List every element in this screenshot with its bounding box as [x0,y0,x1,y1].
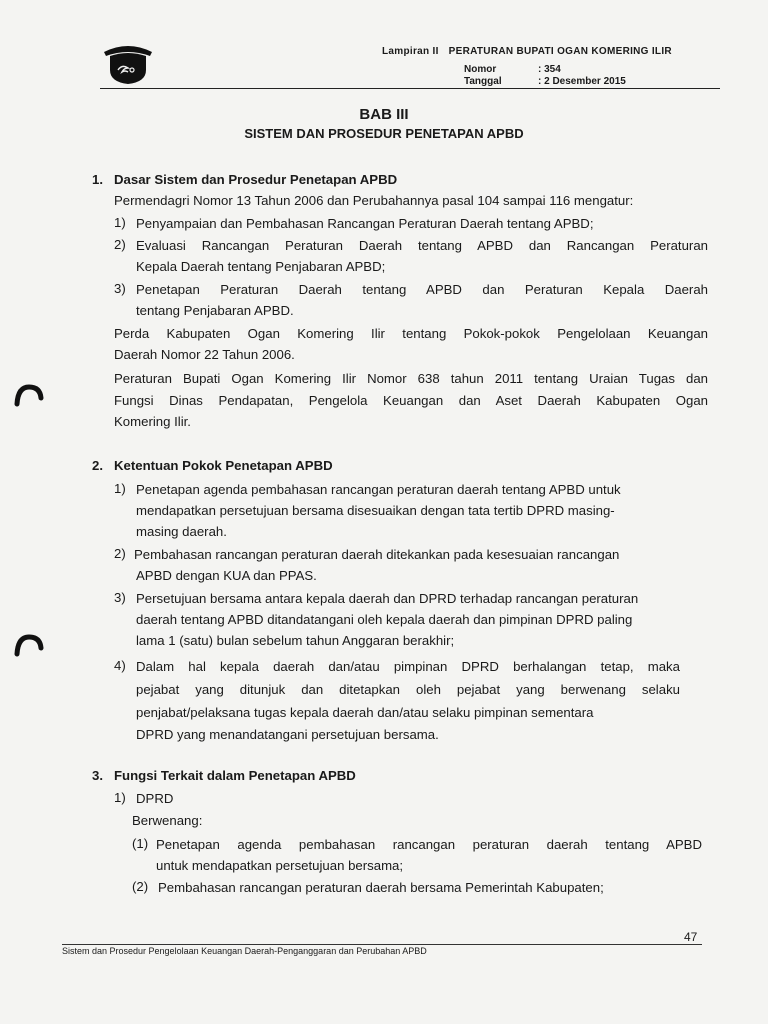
section2-item3-line3: lama 1 (satu) bulan sebelum tahun Anggaran berakhir; [136,633,455,648]
binder-hole-mark-lower [14,634,44,658]
section2-item2-line2: APBD dengan KUA dan PPAS. [136,568,317,583]
section2-item4-line4: DPRD yang menandatangani persetujuan bersama. [136,727,439,742]
nomor-label: Nomor [464,64,497,75]
section3-berwenang: Berwenang: [132,813,203,828]
header-divider [100,88,720,89]
section2-item3-number: 3) [114,590,126,605]
section1-perbup-line1: Peraturan Bupati Ogan Komering Ilir Nomor 638 tahun 2011 tentang Uraian Tugas dan [114,371,708,386]
section2-item4-number: 4) [114,658,126,673]
chapter-title: BAB III [359,106,409,123]
tanggal-value: : 2 Desember 2015 [538,76,626,87]
section1-number: 1. [92,172,103,187]
section2-item4-line2: pejabat yang ditunjuk dan ditetapkan oleh pejabat yang berwenang selaku [136,682,680,697]
section1-perbup-line3: Komering Ilir. [114,414,191,429]
section2-heading: Ketentuan Pokok Penetapan APBD [114,458,333,473]
section1-intro: Permendagri Nomor 13 Tahun 2006 dan Perubahannya pasal 104 sampai 116 mengatur: [114,193,634,208]
footer-divider [62,944,702,945]
header-tanggal [464,76,626,87]
section1-perda-line1: Perda Kabupaten Ogan Komering Ilir tentang Pokok-pokok Pengelolaan Keuangan [114,326,708,341]
regulation-title: PERATURAN BUPATI OGAN KOMERING ILIR [448,46,672,57]
section1-item2-line2: Kepala Daerah tentang Penjabaran APBD; [136,259,386,274]
section3-item2-number: (2) [132,879,149,894]
section2-item1-line3: masing daerah. [136,524,227,539]
section2-number: 2. [92,458,103,473]
section2-item1-line2: mendapatkan persetujuan bersama disesuaikan dengan tata tertib DPRD masing- [136,503,615,518]
regency-emblem-logo [100,42,156,86]
section1-item3-line1: Penetapan Peraturan Daerah tentang APBD dan Peraturan Kepala Daerah [136,282,708,297]
section2-item4-line1: Dalam hal kepala daerah dan/atau pimpinan DPRD berhalangan tetap, maka [136,659,680,674]
section3-heading: Fungsi Terkait dalam Penetapan APBD [114,768,356,783]
section1-item2-number: 2) [114,237,126,252]
binder-hole-mark-upper [14,384,44,408]
section1-item3-number: 3) [114,281,126,296]
section1-item3-line2: tentang Penjabaran APBD. [136,303,294,318]
section2-item3-line2: daerah tentang APBD ditandatangani oleh kepala daerah dan pimpinan DPRD paling [136,612,633,627]
section1-heading: Dasar Sistem dan Prosedur Penetapan APBD [114,172,398,187]
section2-item2-number: 2) [114,546,126,561]
footer-text: Sistem dan Prosedur Pengelolaan Keuangan Daerah-Penganggaran dan Perubahan APBD [62,946,427,956]
section3-sub-number: 1) [114,790,126,805]
tanggal-label: Tanggal [464,76,502,87]
section1-perbup-line2: Fungsi Dinas Pendapatan, Pengelola Keuangan dan Aset Daerah Kabupaten Ogan [114,393,708,408]
section2-item2-line1: Pembahasan rancangan peraturan daerah ditekankan pada kesesuaian rancangan [134,547,620,562]
section2-item1-number: 1) [114,481,126,496]
section1-item1-text: Penyampaian dan Pembahasan Rancangan Peraturan Daerah tentang APBD; [136,216,594,231]
section3-number: 3. [92,768,103,783]
page-number: 47 [684,930,698,944]
section2-item4-line3: penjabat/pelaksana tugas kepala daerah dan/atau selaku pimpinan sementara [136,705,594,720]
section2-item3-line1: Persetujuan bersama antara kepala daerah dan DPRD terhadap rancangan peraturan [136,591,639,606]
section2-item1-line1: Penetapan agenda pembahasan rancangan peraturan daerah tentang APBD untuk [136,482,621,497]
section1-item2-line1: Evaluasi Rancangan Peraturan Daerah tentang APBD dan Rancangan Peraturan [136,238,708,253]
header-nomor [464,64,561,75]
section3-item1-line1: Penetapan agenda pembahasan rancangan peraturan daerah tentang APBD [156,837,702,852]
section1-perda-line2: Daerah Nomor 22 Tahun 2006. [114,347,295,362]
section3-item1-line2: untuk mendapatkan persetujuan bersama; [156,858,404,873]
lampiran-label: Lampiran II [382,46,439,57]
header-lampiran [382,46,672,57]
section3-item1-number: (1) [132,836,149,851]
section1-item1-number: 1) [114,215,126,230]
chapter-subtitle: SISTEM DAN PROSEDUR PENETAPAN APBD [244,126,524,141]
nomor-value: : 354 [538,64,561,75]
section3-sub-title: DPRD [136,791,174,806]
section3-item2-line1: Pembahasan rancangan peraturan daerah bersama Pemerintah Kabupaten; [158,880,604,895]
